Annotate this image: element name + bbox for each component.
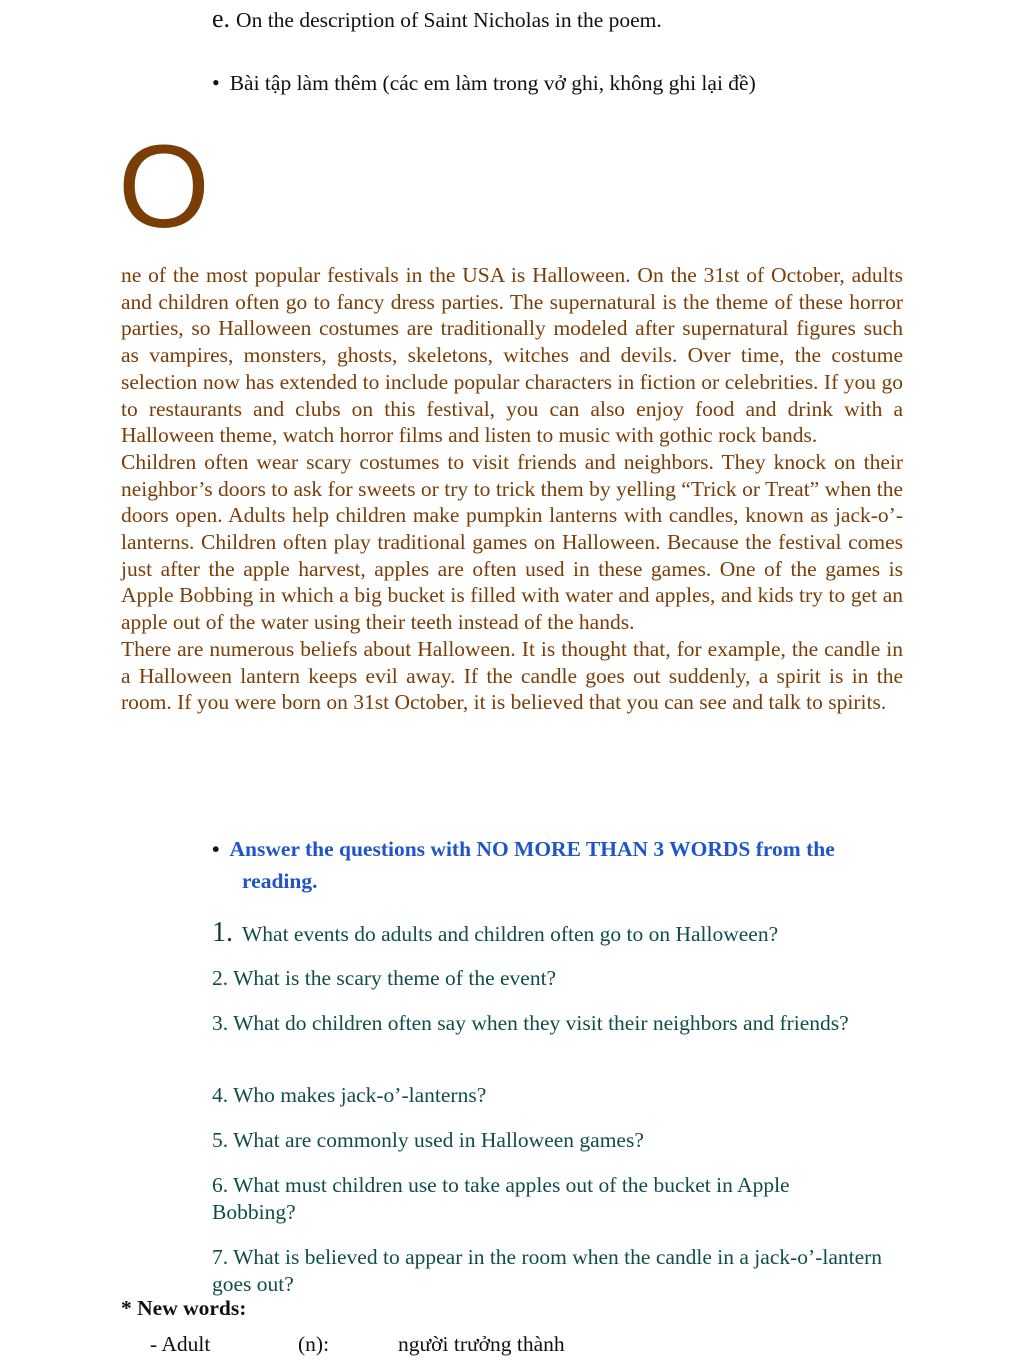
- bullet: •: [212, 837, 220, 861]
- passage-paragraph-3: There are numerous beliefs about Halloween. It is thought that, for example, the candle in a Halloween lantern keeps evil away. If the candle goes out suddenly, a spirit is in the room. If you were born on 31st October, it is believed that you can see and talk to spirits.: [121, 636, 903, 715]
- new-words-heading: * New words:: [121, 1296, 247, 1320]
- question-number: 6.: [212, 1173, 229, 1197]
- question-7: [212, 1244, 892, 1298]
- reading-passage: [121, 262, 903, 716]
- question-text: What is believed to appear in the room when the candle in a jack-o’-lantern goes out?: [212, 1245, 883, 1296]
- question-3: [212, 1010, 852, 1037]
- vocab-meaning: người trưởng thành: [398, 1332, 565, 1356]
- drop-cap: O: [118, 121, 210, 253]
- task-line-1: Answer the questions with NO MORE THAN 3 WORDS from the: [229, 837, 835, 861]
- vocab-word: - Adult: [150, 1332, 211, 1356]
- item-text: On the description of Saint Nicholas in the poem.: [236, 8, 662, 32]
- question-2: [212, 965, 892, 992]
- passage-paragraph-1: ne of the most popular festivals in the USA is Halloween. On the 31st of October, adults and children often go to fancy dress parties. The supernatural is the theme of these horror parties, so Halloween costumes are traditionally modeled after supernatural figures such as vampires, monsters, ghosts, skeletons, witches and devils. Over time, the costume selection now has extended to include popular characters in fiction or celebrities. If you go to restaurants and clubs on this festival, you can also enjoy food and drink with a Halloween theme, watch horror films and listen to music with gothic rock bands.: [121, 263, 903, 448]
- question-number: 1.: [212, 917, 233, 948]
- task-instruction: [212, 833, 902, 897]
- extra-exercise-text: Bài tập làm thêm (các em làm trong vở ghi, không ghi lại đề): [229, 71, 756, 95]
- question-text: What must children use to take apples out of the bucket in Apple Bobbing?: [212, 1173, 790, 1224]
- question-text: What are commonly used in Halloween games?: [233, 1128, 644, 1152]
- question-number: 4.: [212, 1083, 229, 1107]
- question-4: [212, 1082, 892, 1109]
- item-marker: e.: [212, 4, 231, 33]
- question-1: [212, 919, 892, 948]
- question-text: What is the scary theme of the event?: [233, 966, 557, 990]
- question-text: What do children often say when they visit their neighbors and friends?: [233, 1011, 849, 1035]
- passage-paragraph-2: Children often wear scary costumes to visit friends and neighbors. They knock on their neighbor’s doors to ask for sweets or try to trick them by yelling “Trick or Treat” when the doors open. Adults help children make pumpkin lanterns with candles, known as jack-o’-lanterns. Children often play traditional games on Halloween. Because the festival comes just after the apple harvest, apples are often used in these games. One of the games is Apple Bobbing in which a big bucket is filled with water and apples, and kids try to get an apple out of the water using their teeth instead of the hands.: [121, 449, 903, 635]
- question-number: 3.: [212, 1011, 229, 1035]
- question-number: 2.: [212, 966, 229, 990]
- question-5: [212, 1127, 892, 1154]
- task-line-2: reading.: [242, 869, 318, 893]
- question-number: 7.: [212, 1245, 229, 1269]
- question-text: Who makes jack-o’-lanterns?: [233, 1083, 487, 1107]
- extra-exercise-note: [212, 70, 756, 96]
- bullet: •: [212, 70, 220, 95]
- exercise-item-e: [212, 4, 662, 34]
- question-6: [212, 1172, 862, 1226]
- question-text: What events do adults and children often go to on Halloween?: [242, 922, 779, 946]
- question-number: 5.: [212, 1128, 229, 1152]
- vocab-part-of-speech: (n):: [298, 1332, 330, 1356]
